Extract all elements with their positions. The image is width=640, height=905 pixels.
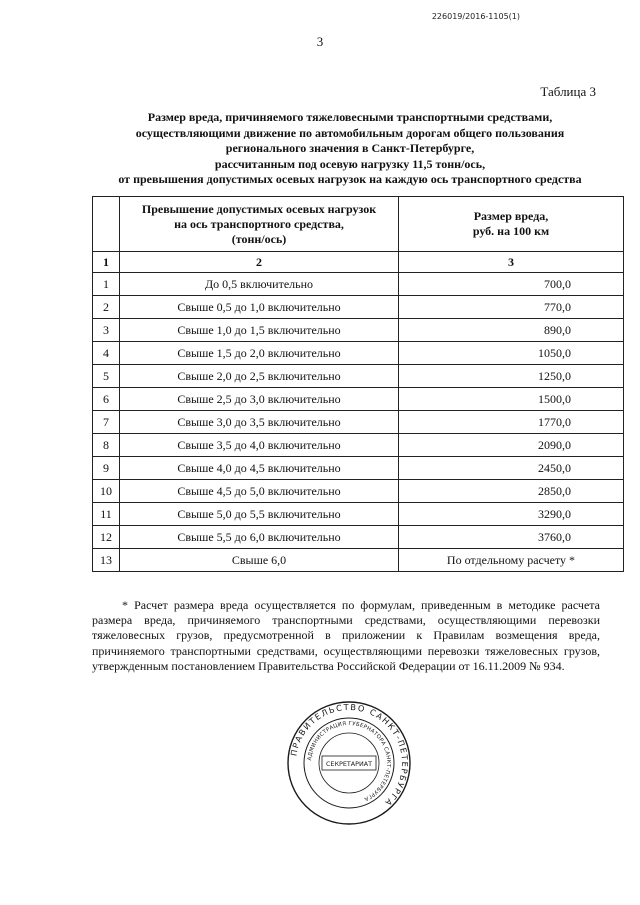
row-number: 1 — [93, 273, 120, 296]
table-row — [93, 503, 624, 526]
table-row — [93, 526, 624, 549]
table-header-row — [93, 197, 624, 252]
row-load-range: Свыше 4,5 до 5,0 включительно — [120, 480, 399, 503]
row-damage-value: 2090,0 — [399, 434, 624, 457]
table-row — [93, 273, 624, 296]
column-number: 2 — [120, 252, 399, 273]
title-line: от превышения допустимых осевых нагрузок на каждую ось транспортного средства — [118, 172, 582, 186]
row-number: 4 — [93, 342, 120, 365]
table-body — [93, 273, 624, 572]
header-cell-axle-load — [120, 197, 399, 252]
title-line: рассчитанным под осевую нагрузку 11,5 тонн/ось, — [214, 156, 486, 171]
row-load-range: Свыше 6,0 — [120, 549, 399, 572]
row-number: 13 — [93, 549, 120, 572]
row-number: 11 — [93, 503, 120, 526]
row-damage-value: 2450,0 — [399, 457, 624, 480]
title-line: осуществляющими движение по автомобильным дорогам общего пользования — [135, 125, 565, 140]
title-line: регионального значения в Санкт-Петербурге, — [225, 141, 475, 155]
row-number: 7 — [93, 411, 120, 434]
seal-outer-text: ПРАВИТЕЛЬСТВО САНКТ-ПЕТЕРБУРГА — [288, 701, 411, 809]
row-load-range: Свыше 4,0 до 4,5 включительно — [120, 457, 399, 480]
row-damage-value: 1250,0 — [399, 365, 624, 388]
table-row — [93, 480, 624, 503]
row-damage-value: По отдельному расчету * — [399, 549, 624, 572]
table-row — [93, 365, 624, 388]
table-row — [93, 319, 624, 342]
row-number: 10 — [93, 480, 120, 503]
header-line: на ось транспортного средства, — [174, 216, 344, 231]
row-damage-value: 1770,0 — [399, 411, 624, 434]
header-line: (тонн/ось) — [231, 231, 287, 246]
table-row — [93, 457, 624, 480]
header-cell-number — [93, 197, 120, 252]
table-title — [80, 110, 620, 188]
page-number: 3 — [316, 34, 324, 49]
header-cell-damage-amount — [399, 197, 624, 252]
header-line: Превышение допустимых осевых нагрузок — [141, 201, 377, 216]
seal-center-text: СЕКРЕТАРИАТ — [325, 760, 373, 768]
row-damage-value: 3760,0 — [399, 526, 624, 549]
row-damage-value: 890,0 — [399, 319, 624, 342]
row-load-range: Свыше 3,0 до 3,5 включительно — [120, 411, 399, 434]
row-damage-value: 700,0 — [399, 273, 624, 296]
header-line: Размер вреда, — [473, 209, 549, 223]
row-number: 2 — [93, 296, 120, 319]
official-seal — [286, 700, 412, 826]
table-row — [93, 434, 624, 457]
row-damage-value: 1500,0 — [399, 388, 624, 411]
title-line: Размер вреда, причиняемого тяжеловесными транспортными средствами, — [147, 110, 553, 124]
row-damage-value: 770,0 — [399, 296, 624, 319]
row-load-range: Свыше 2,5 до 3,0 включительно — [120, 388, 399, 411]
table-label: Таблица 3 — [540, 84, 596, 99]
row-damage-value: 3290,0 — [399, 503, 624, 526]
seal-inner-text: АДМИНИСТРАЦИЯ ГУБЕРНАТОРА САНКТ-ПЕТЕРБУРГА — [307, 720, 392, 802]
column-number: 3 — [399, 252, 624, 273]
row-damage-value: 2850,0 — [399, 480, 624, 503]
row-load-range: До 0,5 включительно — [120, 273, 399, 296]
row-load-range: Свыше 3,5 до 4,0 включительно — [120, 434, 399, 457]
row-load-range: Свыше 1,0 до 1,5 включительно — [120, 319, 399, 342]
table-row — [93, 549, 624, 572]
row-number: 3 — [93, 319, 120, 342]
row-number: 12 — [93, 526, 120, 549]
row-load-range: Свыше 0,5 до 1,0 включительно — [120, 296, 399, 319]
table-row — [93, 342, 624, 365]
table-row — [93, 296, 624, 319]
column-number-row — [93, 252, 624, 273]
row-number: 5 — [93, 365, 120, 388]
row-damage-value: 1050,0 — [399, 342, 624, 365]
table-row — [93, 388, 624, 411]
row-load-range: Свыше 5,0 до 5,5 включительно — [120, 503, 399, 526]
row-load-range: Свыше 1,5 до 2,0 включительно — [120, 342, 399, 365]
footnote: * Расчет размера вреда осуществляется по формулам, приведенным в методике расчета размера вреда, причиняемого транспортными средствами, осуществляющими перевозки тяжеловесных грузов, предусмотренной в приложении к Правилам возмещения вреда, причиняемого транспортными средствами, осуществляющими перевозки тяжеловесных грузов, утвержденным постановлением Правительства Российской Федерации от 16.11.2009 № 934. — [92, 598, 600, 673]
header-line: руб. на 100 км — [472, 224, 550, 238]
document-id: 226019/2016-1105(1) — [431, 12, 520, 21]
row-load-range: Свыше 2,0 до 2,5 включительно — [120, 365, 399, 388]
column-number: 1 — [93, 252, 120, 273]
row-load-range: Свыше 5,5 до 6,0 включительно — [120, 526, 399, 549]
damage-table — [92, 196, 624, 572]
row-number: 9 — [93, 457, 120, 480]
row-number: 8 — [93, 434, 120, 457]
table-row — [93, 411, 624, 434]
row-number: 6 — [93, 388, 120, 411]
